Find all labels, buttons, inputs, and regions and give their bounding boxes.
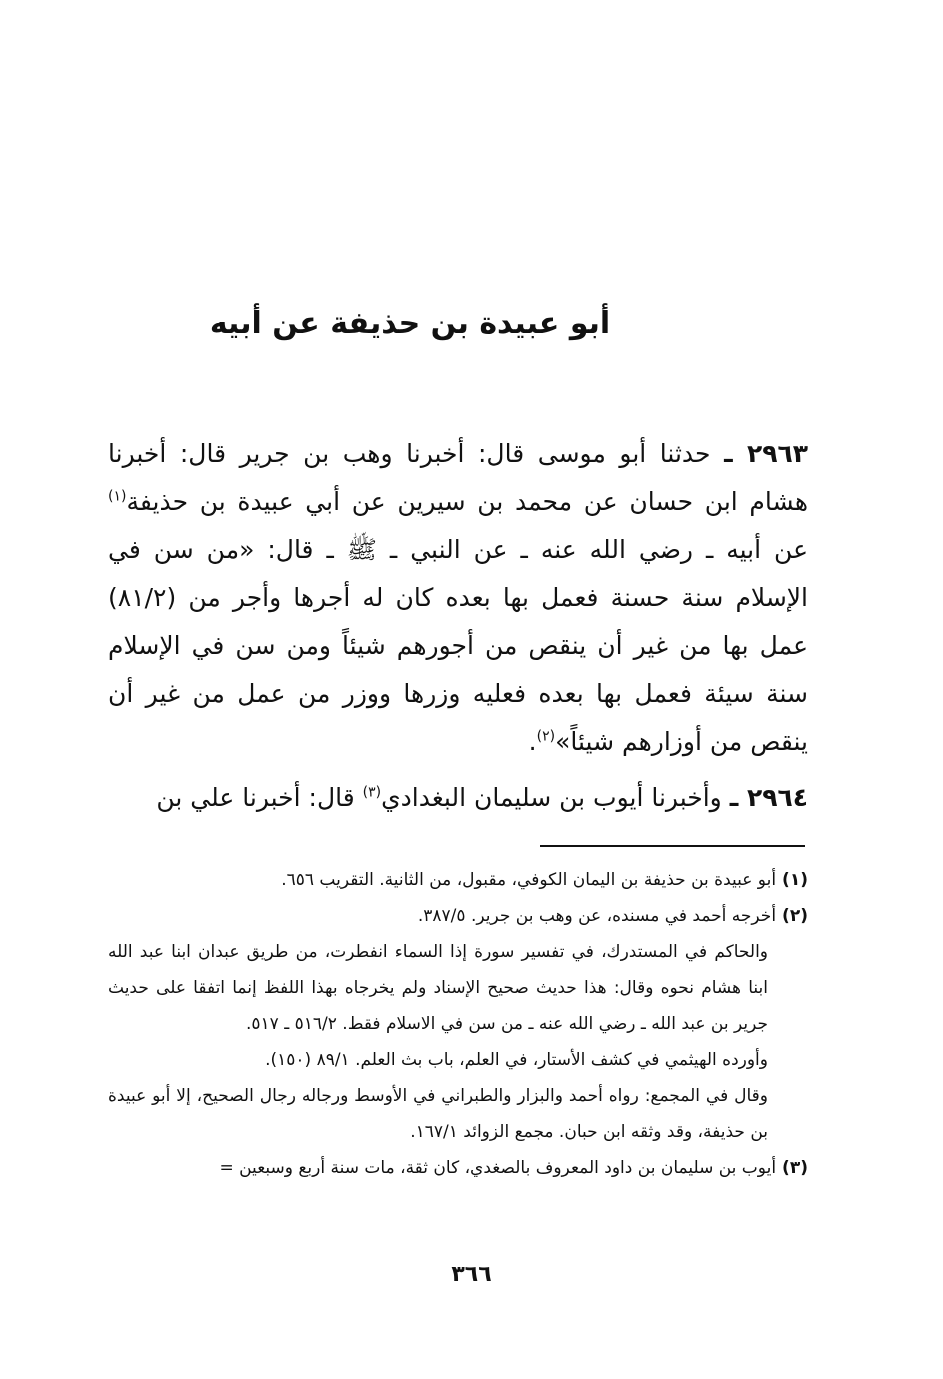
footnote-text: أيوب بن سليمان بن داود المعروف بالصغدي، كان ثقة، مات سنة أربع وسبعين =	[219, 1158, 777, 1178]
footnote-number: (٢)	[782, 906, 808, 926]
footnote-2-continuation: وأورده الهيثمي في كشف الأستار، في العلم، باب بث العلم. ٨٩/١ (١٥٠).	[265, 1050, 768, 1070]
footnote-ref[interactable]: (١)	[108, 488, 127, 505]
hadith-number: ٢٩٦٤ ـ	[729, 783, 808, 812]
footnotes	[108, 862, 808, 1186]
page-title: أبو عبيدة بن حذيفة عن أبيه	[209, 306, 611, 341]
main-text	[108, 430, 808, 830]
hadith-2964	[108, 774, 808, 822]
footnote-1	[108, 862, 808, 898]
hadith-text: وأخبرنا أيوب بن سليمان البغدادي	[381, 783, 722, 812]
footnote-ref[interactable]: (٢)	[536, 728, 556, 745]
footnote-text: أبو عبيدة بن حذيفة بن اليمان الكوفي، مقبول، من الثانية. التقريب ٦٥٦.	[281, 870, 777, 890]
hadith-end: .	[528, 727, 537, 756]
footnote-separator	[540, 845, 805, 847]
page-number: ٣٦٦	[451, 1262, 492, 1287]
hadith-number: ٢٩٦٣ ـ	[724, 439, 808, 468]
footnote-2	[108, 898, 808, 934]
footnote-3	[108, 1150, 808, 1186]
footnote-2-continuation: وقال في المجمع: رواه أحمد والبزار والطبراني في الأوسط ورجاله رجال الصحيح، إلا أبو عبيدة بن حذيفة، وقد وثقه ابن حبان. مجمع الزوائد ١٦٧/١.	[108, 1086, 768, 1142]
footnote-ref[interactable]: (٣)	[362, 784, 382, 801]
hadith-text: حدثنا أبو موسى قال: أخبرنا وهب بن جرير قال: أخبرنا هشام ابن حسان عن محمد بن سيرين عن أبي عبيدة بن حذيفة	[108, 439, 808, 516]
footnote-text: أخرجه أحمد في مسنده، عن وهب بن جرير. ٣٨٧/٥.	[417, 906, 777, 926]
hadith-2963	[108, 430, 808, 766]
footnote-2-continuation: والحاكم في المستدرك، في تفسير سورة إذا السماء انفطرت، من طريق عبدان ابنا عبد الله ابنا هشام نحوه وقال: هذا حديث صحيح الإسناد ولم يخرجاه بهذا اللفظ إنما اتفقا على حديث جرير بن عبد الله ـ رضي الله عنه ـ من سن في الاسلام فقط. ٥١٦/٢ ـ ٥١٧.	[108, 942, 768, 1034]
footnote-number: (١)	[782, 870, 808, 890]
hadith-text: قال: أخبرنا علي بن	[156, 783, 363, 812]
footnote-number: (٣)	[782, 1158, 808, 1178]
hadith-text: عن أبيه ـ رضي الله عنه ـ عن النبي ـ ﷺ ـ قال: «من سن في الإسلام سنة حسنة فعمل بها بعده كان له أجرها وأجر من (٨١/٢) عمل بها من غير أن ينقص من أجورهم شيئاً ومن سن في الإسلام سنة سيئة فعمل بها بعده فعليه وزرها ووزر من عمل من غير أن ينقص من أوزارهم شيئاً»	[108, 535, 808, 756]
